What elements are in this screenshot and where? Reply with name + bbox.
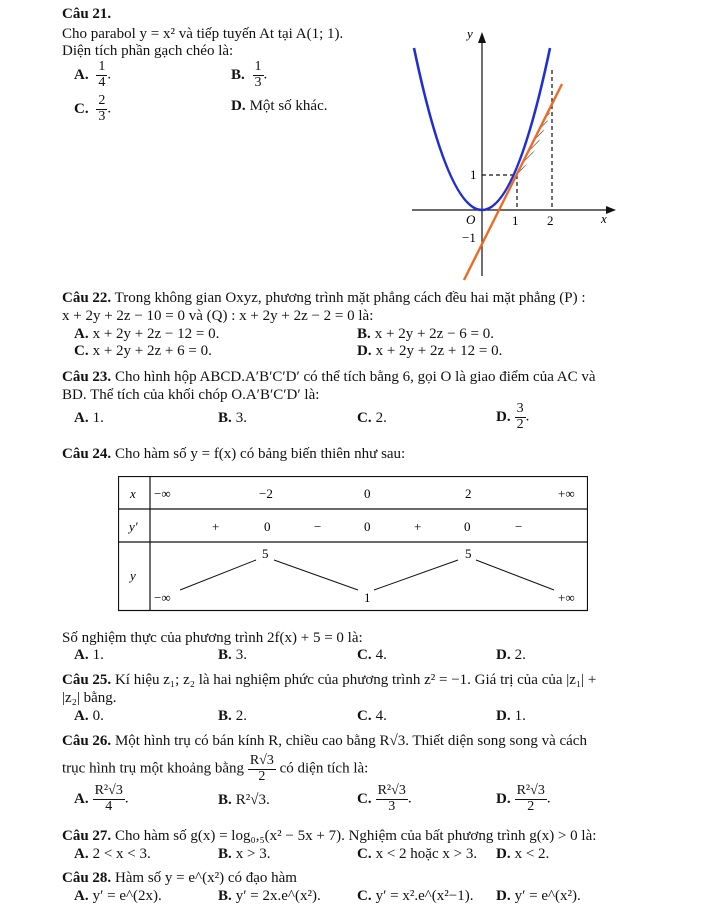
q28-option-d[interactable]: D. y′ = e^(x²). (496, 888, 581, 904)
q24-option-d[interactable]: D. 2. (496, 647, 526, 663)
y-min: 1 (364, 590, 371, 605)
q26-option-a[interactable]: A. $\frac{\text{R²√3}}{4}$ . (74, 783, 129, 814)
q23-option-a[interactable]: A. 1. (74, 410, 104, 426)
q28-option-a[interactable]: A. y′ = e^(2x). (74, 888, 162, 904)
q21-stem-1: Cho parabol y = x² và tiếp tuyến At tại A(1; 1). (62, 26, 344, 42)
q27-option-b[interactable]: B. x > 3. (218, 846, 271, 862)
variation-table (118, 476, 588, 612)
q27-option-a[interactable]: A. 2 < x < 3. (74, 846, 151, 862)
q27-stem-1: Câu 27. Cho hàm số g(x) = log₀,₅(x² − 5x + 7). Nghiệm của bất phương trình g(x) > 0 là: (62, 828, 597, 844)
q22-option-b[interactable]: B. x + 2y + 2z − 6 = 0. (357, 326, 495, 342)
q24-stem-1: Câu 24. Cho hàm số y = f(x) có bảng biến thiên như sau: (62, 446, 406, 462)
q24-option-b[interactable]: B. 3. (218, 647, 248, 663)
y-peak-1: 5 (262, 546, 269, 561)
parabol-tangent-graph (412, 24, 622, 286)
q23-stem-1: Câu 23. Cho hình hộp ABCD.A′B′C′D′ có thể tích bằng 6, gọi O là giao điểm của AC và (62, 369, 596, 385)
y-left: −∞ (154, 590, 171, 605)
q26-option-c[interactable]: C. $\frac{\text{R²√3}}{3}$ . (357, 783, 412, 814)
q28-option-b[interactable]: B. y′ = 2x.e^(x²). (218, 888, 321, 904)
y-axis-label: y (467, 26, 473, 41)
q22-option-d[interactable]: D. x + 2y + 2z + 12 = 0. (357, 343, 503, 359)
table-yprime-label: y′ (129, 519, 138, 534)
tick-1: 1 (512, 213, 519, 228)
q22-option-a[interactable]: A. x + 2y + 2z − 12 = 0. (74, 326, 220, 342)
q27-option-d[interactable]: D. x < 2. (496, 846, 550, 862)
svg-text:+: + (212, 519, 220, 534)
svg-text:−: − (314, 519, 322, 534)
q21-option-b[interactable]: B. $\frac{1}{3}$ . (231, 59, 268, 90)
q21-option-d[interactable]: D. Một số khác. (231, 98, 328, 114)
y-tick-neg1: −1 (462, 230, 476, 245)
x-2: 2 (465, 486, 472, 501)
q23-option-b[interactable]: B. 3. (218, 410, 248, 426)
table-y-label: y (130, 568, 136, 583)
q23-option-c[interactable]: C. 2. (357, 410, 387, 426)
q23-option-d[interactable]: D. $\frac{3}{2}$ . (496, 401, 530, 432)
x-neg-inf: −∞ (154, 486, 171, 501)
q26-stem-1: Câu 26. Một hình trụ có bán kính R, chiều cao bằng R√3. Thiết diện song song và cách (62, 733, 587, 749)
y-tick-1: 1 (470, 167, 477, 182)
q22-stem-1: Câu 22. Trong không gian Oxyz, phương trình mặt phẳng cách đều hai mặt phẳng (P) : (62, 290, 586, 306)
x-axis-label: x (601, 211, 607, 226)
svg-text:−: − (515, 519, 523, 534)
q25-stem-2: |z₂| bằng. (62, 690, 117, 706)
svg-text:0: 0 (464, 519, 471, 534)
q25-option-d[interactable]: D. 1. (496, 708, 526, 724)
q28-option-c[interactable]: C. y′ = x².e^(x²−1). (357, 888, 474, 904)
q26-option-d[interactable]: D. $\frac{\text{R²√3}}{2}$ . (496, 783, 551, 814)
q28-stem-1: Câu 28. Hàm số y = e^(x²) có đạo hàm (62, 870, 297, 886)
q26-stem-2: trục hình trụ một khoảng bằng $\frac{R√3}{2}$ có diện tích là: (62, 753, 369, 784)
q21-title: Câu 21. (62, 6, 112, 22)
y-peak-2: 5 (465, 546, 472, 561)
svg-text:+: + (414, 519, 422, 534)
q21-option-c[interactable]: C. $\frac{2}{3}$ . (74, 93, 112, 124)
y-right: +∞ (558, 590, 575, 605)
q24-option-c[interactable]: C. 4. (357, 647, 387, 663)
origin-label: O (466, 212, 476, 227)
x-neg2: −2 (259, 486, 273, 501)
q24-option-a[interactable]: A. 1. (74, 647, 104, 663)
q25-option-b[interactable]: B. 2. (218, 708, 248, 724)
svg-text:0: 0 (364, 519, 371, 534)
q24-stem-2: Số nghiệm thực của phương trình 2f(x) + 5 = 0 là: (62, 630, 363, 646)
q22-option-c[interactable]: C. x + 2y + 2z + 6 = 0. (74, 343, 212, 359)
q25-option-c[interactable]: C. 4. (357, 708, 387, 724)
q27-option-c[interactable]: C. x < 2 hoặc x > 3. (357, 846, 478, 862)
q25-stem-1: Câu 25. Kí hiệu z₁; z₂ là hai nghiệm phức của phương trình z² = −1. Giá trị của của |z₁| + (62, 672, 597, 688)
q23-stem-2: BD. Thể tích của khối chóp O.A′B′C′D′ là: (62, 387, 320, 403)
q26-option-b[interactable]: B. R²√3. (218, 792, 270, 808)
q21-option-a[interactable]: A. $\frac{1}{4}$ . (74, 59, 112, 90)
q21-stem-2: Diện tích phần gạch chéo là: (62, 43, 234, 59)
x-0: 0 (364, 486, 371, 501)
svg-text:0: 0 (264, 519, 271, 534)
table-x-label: x (130, 486, 136, 501)
q22-stem-2: x + 2y + 2z − 10 = 0 và (Q) : x + 2y + 2z − 2 = 0 là: (62, 308, 374, 324)
x-pos-inf: +∞ (558, 486, 575, 501)
tick-2: 2 (547, 213, 554, 228)
q25-option-a[interactable]: A. 0. (74, 708, 104, 724)
tangent-line (464, 84, 562, 280)
